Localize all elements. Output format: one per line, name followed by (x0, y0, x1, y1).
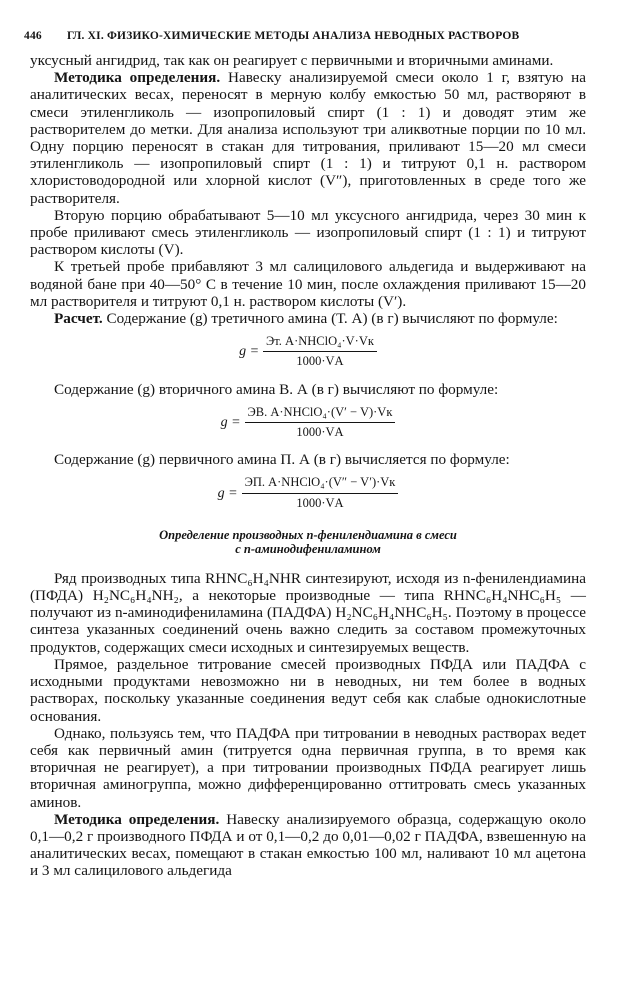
formula-lhs: g = (220, 414, 241, 430)
paragraph: Вторую порцию обрабатывают 5—10 мл уксусного ангидрида, через 30 мин к пробе приливают смесь этиленгликоль — изопропиловый спирт (1 : 1) и титруют раствором кислоты (V). (30, 206, 586, 259)
paragraph-calculation (30, 310, 586, 327)
run-in-heading: Расчет. (54, 310, 103, 328)
formula-numerator: ЭП. А·NHClO₄·(V″ − V′)·Vк (242, 474, 399, 493)
paragraph: уксусный ангидрид, так как он реагирует с первичными и вторичными аминами. (30, 52, 554, 69)
paragraph: Однако, пользуясь тем, что ПАДФА при титровании в неводных растворах ведет себя как первичный амин (титруется одна первичная группа, в то время как вторичная не реагирует), а при титровании производных ПФДА реагирует лишь вторичная аминогруппа, можно дифференцированно оттитровать смесь указанных аминов. (30, 724, 586, 811)
subheading-line: с n-аминодифениламином (235, 541, 381, 556)
paragraph-method (30, 811, 586, 880)
section-subheading (30, 528, 586, 556)
formula-fraction (245, 404, 396, 441)
body-text (30, 52, 586, 880)
paragraph: Содержание (g) вторичного амина В. А (в г) вычисляют по формуле: (54, 380, 499, 398)
running-header (24, 28, 584, 45)
paragraph-text: Содержание (g) третичного амина (Т. А) (в г) вычисляют по формуле: (102, 310, 558, 328)
formula-lhs: g = (239, 344, 260, 360)
run-in-heading: Методика определения. (54, 69, 221, 87)
formula-secondary-amine (30, 404, 586, 441)
formula-fraction (242, 474, 399, 511)
paragraph: Содержание (g) первичного амина П. А (в г) вычисляется по формуле: (54, 451, 510, 469)
formula-denominator: 1000·VА (296, 495, 344, 510)
paragraph-text: Навеску анализируемой смеси около 1 г, взятую на аналитических весах, переносят в мерную колбу емкостью 50 мл, растворяют в смеси этиленгликоль — изопропиловый спирт (1 : 1) и доводят этим же растворителем до метки. Для анализа используют три аликвотные порции по 10 мл. Одну порцию переносят в стакан для титрования, приливают 15—20 мл смеси этиленгликоль — изопропиловый спирт (1 : 1) и титруют 0,1 н. раствором хлористоводородной или хлорной кислот (V″), приготовленных в среде того же растворителя. (30, 69, 587, 207)
subheading-line: Определение производных n-фенилендиамина в смеси (159, 527, 457, 542)
paragraph: К третьей пробе прибавляют 3 мл салицилового альдегида и выдерживают на водяной бане при 40—50° С в течение 10 мин, после охлаждения приливают 15—20 мл растворителя и титруют 0,1 н. раствором кислоты (V′). (30, 258, 586, 310)
formula-denominator: 1000·VА (296, 354, 344, 369)
paragraph-text: Навеску анализируемого образца, содержащую около 0,1—0,2 г производного ПФДА и от 0,1—0,2 до 0,01—0,02 г ПАДФА, взвешенную на аналитических весах, помещают в стакан емкостью 100 мл, наливают 10 мл ацетона и 3 мл салицилового альдегида (30, 810, 586, 880)
page-number: 446 (24, 30, 42, 42)
paragraph-method (30, 69, 586, 207)
formula-primary-amine (30, 474, 586, 511)
formula-tertiary-amine (30, 333, 586, 370)
paragraph: Ряд производных типа RHNC₆H₄NHR синтезируют, исходя из n-фенилендиамина (ПФДА) H₂NC₆H₄NH₂, а некоторые производные — типа RHNC₆H₄NHC₆H₅ — получают из n-аминодифениламина (ПАДФА) H₂NC₆H₄NHC₆H₅. Поэтому в процессе синтеза указанных соединений очень важно следить за составом промежуточных продуктов, содержащих смеси исходных и синтезируемых веществ. (30, 569, 586, 656)
formula-numerator: Эт. А·NHClO₄·V·Vк (263, 333, 377, 352)
formula-denominator: 1000·VА (296, 425, 344, 440)
paragraph: Прямое, раздельное титрование смесей производных ПФДА или ПАДФА с исходными продуктами невозможно ни в неводных, ни тем более в водных растворах, поскольку указанные соединения ведут себя как слабые однокислотные основания. (30, 655, 586, 725)
run-in-heading: Методика определения. (54, 810, 220, 828)
formula-fraction (263, 333, 377, 370)
formula-lhs: g = (217, 485, 238, 501)
formula-numerator: ЭВ. А·NHClO₄·(V′ − V)·Vк (245, 404, 396, 423)
running-title: ГЛ. XI. ФИЗИКО-ХИМИЧЕСКИЕ МЕТОДЫ АНАЛИЗА НЕВОДНЫХ РАСТВОРОВ (66, 30, 520, 42)
